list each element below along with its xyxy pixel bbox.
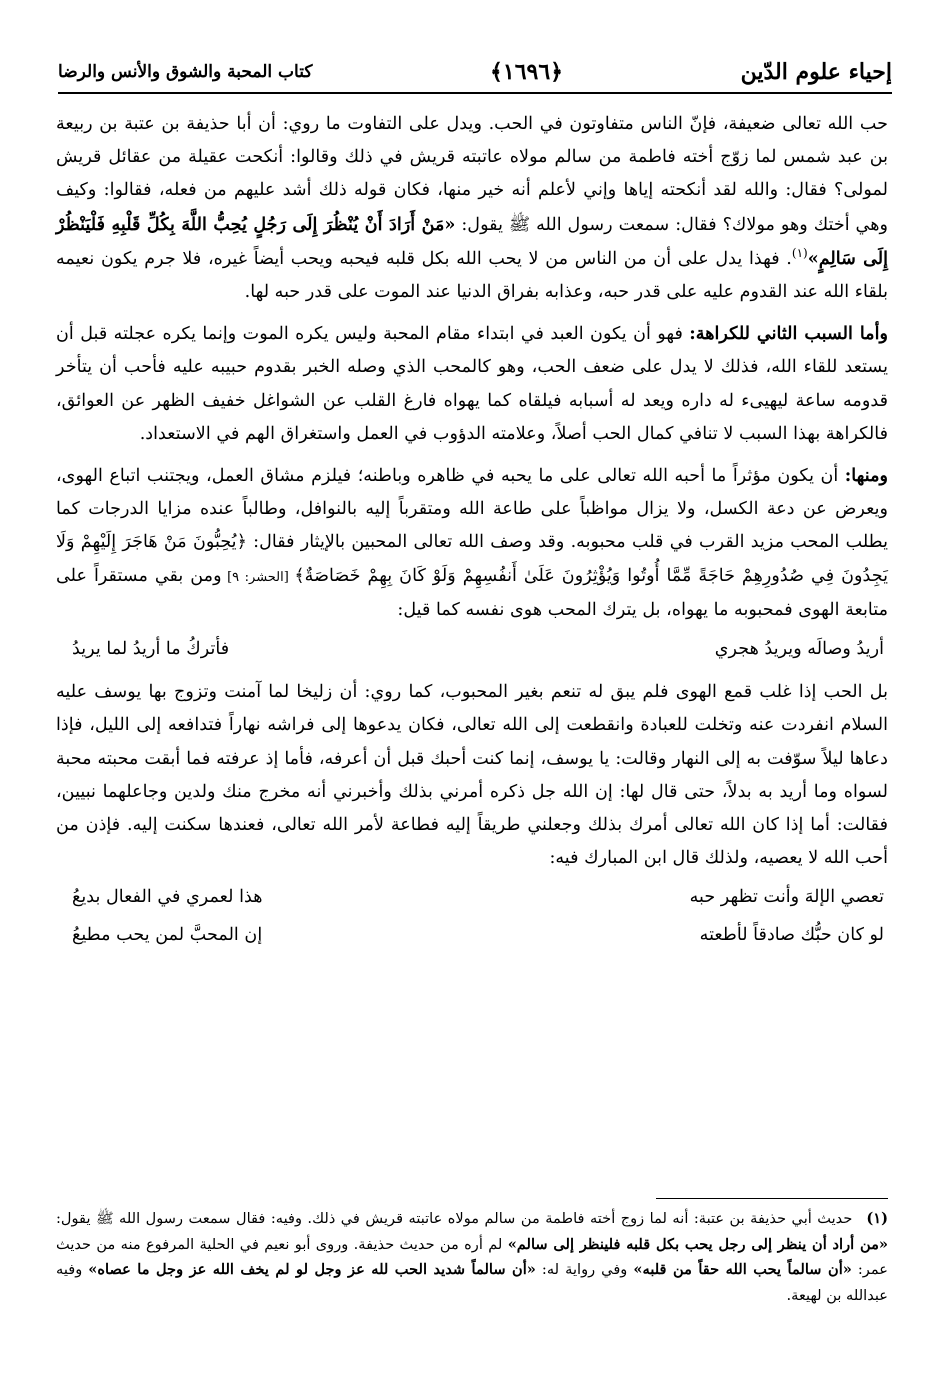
paragraph-lead: وأما السبب الثاني للكراهة: <box>689 323 888 345</box>
quran-verse: ﴿يُحِبُّونَ مَنْ هَاجَرَ إِلَيْهِمْ وَلَا يَجِدُونَ فِي صُدُورِهِمْ حَاجَةً مِّمَّا أُوتُوا وَيُؤْثِرُونَ عَلَىٰ أَنفُسِهِمْ وَلَوْ كَانَ بِهِمْ خَصَاصَةٌ﴾ <box>56 532 888 586</box>
footnote-text: حديث أبي حذيفة بن عتبة: أنه لما زوج أخته فاطمة من سالم مولاه عاتبته قريش في ذلك. وفيه: فقال سمعت رسول الله ﷺ يقول: <box>56 1210 853 1227</box>
paragraph-text: حب الله تعالى ضعيفة، فإنّ الناس متفاوتون في الحب. ويدل على التفاوت ما روي: أن أبا حذيفة بن عتبة بن ربيعة بن عبد شمس لما زوّج أخته فاطمة من سالم مولاه عاتبته قريش في ذلك وقالوا: أنكحت عقيلة من عقائل قريش لمولى؟ فقال: والله لقد أنكحته إياها وإني لأعلم أنه خير منها، فكان قوله ذلك أشد عليهم من فعله، فقالوا: وكيف وهي أختك وهو مولاك؟ فقال: سمعت رسول الله ﷺ يقول: <box>56 114 888 235</box>
paragraph-abu-hudhayfa <box>56 108 888 309</box>
poem-hemistich-right: أريدُ وصالَه ويريدُ هجري <box>714 639 884 660</box>
paragraph-preference <box>56 459 888 627</box>
footnote-reference: (١) <box>791 245 808 260</box>
paragraph-text: . فهذا يدل على أن من الناس من لا يحب الله بكل قلبه فيحبه ويحب أيضاً غيره، فلا جرم يكون نعيمه بلقاء الله عند القدوم عليه على قدر حبه، وعذابه بفراق الدنيا عند الموت على قدر حبه لها. <box>56 248 888 303</box>
footnote-marker: (١) <box>866 1210 888 1227</box>
main-text <box>56 108 888 952</box>
chapter-title: كتاب المحبة والشوق والأنس والرضا <box>58 62 313 82</box>
footnote-text: لم أره من حديث حذيفة. وروى أبو نعيم في الحلية المرفوع منه من حديث عمر: <box>56 1235 888 1279</box>
verse-reference: [الحشر: ٩] <box>221 569 295 585</box>
footnote-text: وفي رواية له: <box>535 1261 634 1279</box>
hadith-quote: «مَنْ أَرَادَ أَنْ يُنْظُرَ إِلَى رَجُلٍ يُحِبُّ اللَّهَ بِكُلِّ قَلْبِهِ فَلْيَنْظُرْ إِلَى سَالِمٍ» <box>56 213 888 269</box>
footnote-quote: «أن سالماً شديد الحب لله عز وجل لو لم يخف الله عز وجل ما عصاه» <box>88 1261 536 1279</box>
poem-hemistich-left: إن المحبَّ لمن يحب مطيعُ <box>72 924 263 945</box>
footnote <box>56 1206 888 1308</box>
paragraph-text: فهو أن يكون العبد في ابتداء مقام المحبة وليس يكره الموت وإنما يكره عجلته قبل أن يستعد للقاء الله، فذلك لا يدل على ضعف الحب، وهو كالمحب الذي وصله الخبر بقدوم حبيبه عليه فأحب أن يتأخر قدومه ساعة ليهيىء له داره ويعد له أسبابه فيلقاه كما يهواه فارغ القلب عن الشواغل خفيف الظهر عن العوائق، فالكراهة بهذا السبب لا تنافي كمال الحب أصلاً، وعلامته الدؤوب في العمل واستغراق الهم في الاستعداد. <box>56 324 888 444</box>
poem-hemistich-left: هذا لعمري في الفعال بديعُ <box>72 887 263 908</box>
poem-line <box>56 633 888 666</box>
paragraph-second-reason <box>56 317 888 451</box>
footnote-quote: «من أراد أن ينظر إلى رجل يحب بكل قلبه فلينظر إلى سالم» <box>507 1235 889 1253</box>
paragraph-text: ومن بقي مستقراً على متابعة الهوى فمحبوبه ما يهواه، بل يترك المحب هوى نفسه كما قيل: <box>56 565 888 620</box>
book-title: إحياء علوم الدّين <box>740 59 892 85</box>
poem-hemistich-left: فأتركُ ما أريدُ لما يريدُ <box>72 639 230 660</box>
poem-line <box>56 881 888 914</box>
paragraph-text: أن يكون مؤثراً ما أحبه الله تعالى على ما يحبه في ظاهره وباطنه؛ فيلزم مشاق العمل، ويجتنب اتباع الهوى، ويعرض عن دعة الكسل، ولا يزال مواظباً على طاعة الله ومتقرباً إليه بالنوافل، وطالباً عنده مزايا الدرجات كما يطلب المحب مزيد القرب في قلب محبوبه. وقد وصف الله تعالى المحبين بالإيثار فقال: <box>56 466 889 553</box>
running-header <box>58 54 892 90</box>
header-divider <box>58 92 892 94</box>
paragraph-text: بل الحب إذا غلب قمع الهوى فلم يبق له تنعم بغير المحبوب، كما روي: أن زليخا لما آمنت وتزوج بها يوسف عليه السلام انفردت عنه وتخلت للعبادة وانقطعت إلى الله تعالى، فكان يدعوها إلى فراشه نهاراً فتدافعه إلى الليل، فإذا دعاها ليلاً سوّفت به إلى النهار وقالت: يا يوسف، إنما كنت أحبك قبل أن أعرفه، فأما إذ عرفته فما أبقت محبته محبة لسواه وما أريد به بدلاً، حتى قال لها: إن الله جل ذكره أمرني بذلك وأخبرني أنه مخرج منك ولدين وجاعلهما نبيين، فقالت: أما إذا كان الله تعالى أمرك بذلك وجعلني طريقاً إليه فطاعة لأمر الله تعالى، فعندها سكنت إليه. فإذن من أحب الله لا يعصيه، ولذلك قال ابن المبارك فيه: <box>56 682 888 869</box>
paragraph-lead: ومنها: <box>844 465 888 487</box>
page-number: ﴿١٦٩٦﴾ <box>490 59 564 85</box>
poem-hemistich-right: تعصي الإلهَ وأنت تظهر حبه <box>689 887 884 908</box>
footnote-text: وفيه عبدالله بن لهيعة. <box>56 1261 888 1304</box>
poem-hemistich-right: لو كان حبُّك صادقاً لأطعته <box>699 924 884 945</box>
footnote-quote: «أن سالماً يحب الله حقاً من قلبه» <box>633 1261 852 1279</box>
paragraph-zulaykha <box>56 676 888 875</box>
footnote-divider <box>656 1198 888 1199</box>
poem-line <box>56 919 888 952</box>
